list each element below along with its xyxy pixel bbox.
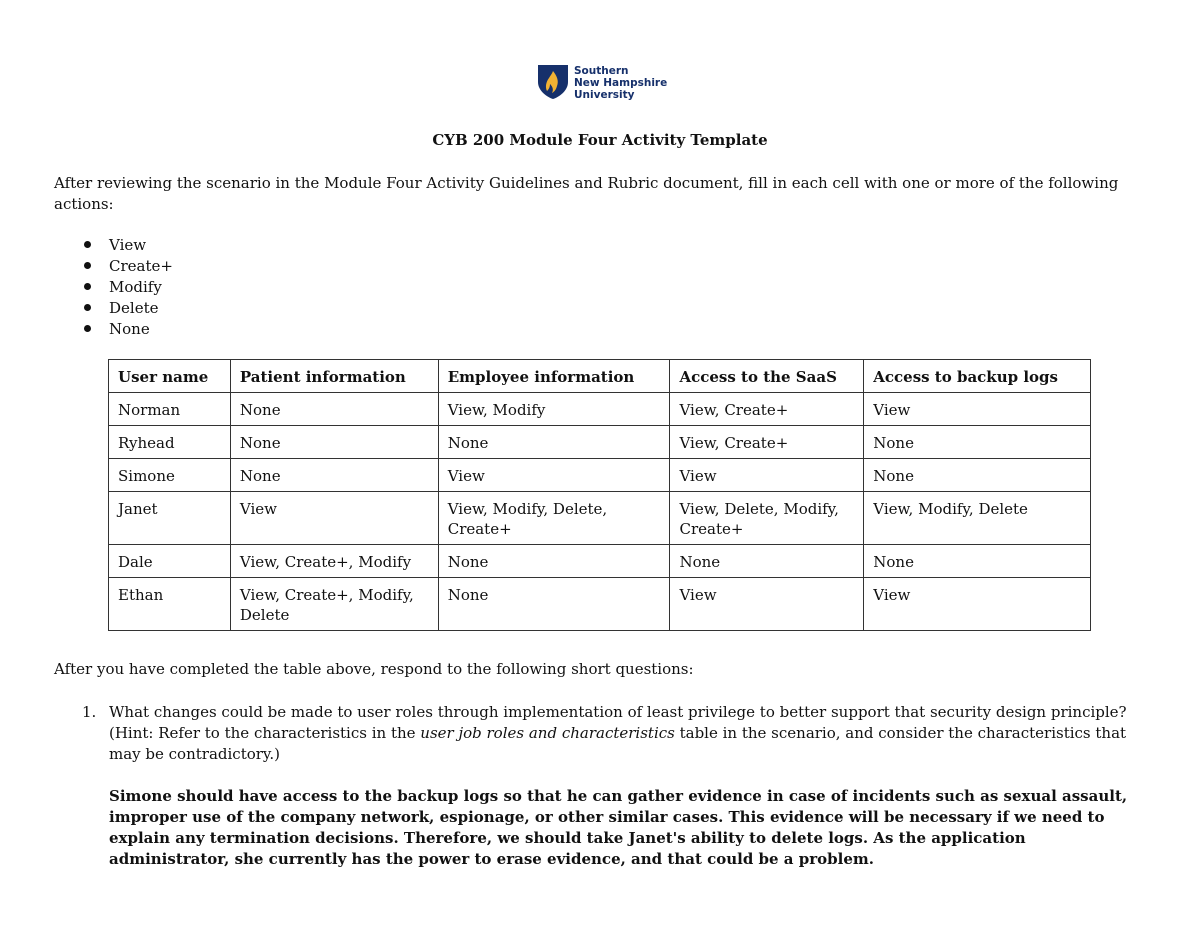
shield-flame-icon xyxy=(537,64,569,100)
university-logo xyxy=(537,64,677,106)
table-row xyxy=(109,393,1091,426)
bullet-icon xyxy=(84,241,91,248)
table-cell: Norman xyxy=(109,393,231,426)
question-1 xyxy=(54,702,1134,765)
table-cell: View xyxy=(864,393,1091,426)
column-header: User name xyxy=(109,360,231,393)
table-cell: None xyxy=(438,426,670,459)
question-number: 1. xyxy=(82,703,97,721)
intro-paragraph: After reviewing the scenario in the Module Four Activity Guidelines and Rubric document, fill in each cell with one or more of the following actions: xyxy=(54,174,1119,213)
list-item xyxy=(54,319,173,340)
after-table-instructions: After you have completed the table above, respond to the following short questions: xyxy=(54,660,694,678)
action-label: Delete xyxy=(109,299,159,317)
column-header: Access to the SaaS xyxy=(670,360,864,393)
table-cell: None xyxy=(864,459,1091,492)
question-text-before: What changes could be made to user roles through implementation of least privilege to better support that security design principle? (Hint: Refer to the characteristics in the xyxy=(109,703,1127,742)
list-item xyxy=(54,277,173,298)
table-cell: View xyxy=(230,492,438,545)
column-header: Access to backup logs xyxy=(864,360,1091,393)
question-text xyxy=(109,702,1134,765)
table-cell: None xyxy=(230,459,438,492)
table-cell: View, Create+ xyxy=(670,426,864,459)
list-item xyxy=(54,235,173,256)
table-cell: Simone xyxy=(109,459,231,492)
list-item xyxy=(54,256,173,277)
bullet-icon xyxy=(84,262,91,269)
table-cell: None xyxy=(864,545,1091,578)
bullet-icon xyxy=(84,325,91,332)
permissions-table xyxy=(108,359,1091,631)
table-cell: Ryhead xyxy=(109,426,231,459)
table-cell: View, Modify, Delete xyxy=(864,492,1091,545)
bullet-icon xyxy=(84,304,91,311)
actions-list xyxy=(54,235,173,340)
table-cell: View, Create+, Modify xyxy=(230,545,438,578)
logo-line-1: Southern xyxy=(574,65,629,77)
bullet-icon xyxy=(84,283,91,290)
action-label: None xyxy=(109,320,150,338)
table-cell: None xyxy=(864,426,1091,459)
table-cell: Janet xyxy=(109,492,231,545)
answer-1: Simone should have access to the backup logs so that he can gather evidence in case of incidents such as sexual assault, improper use of the company network, espionage, or other similar cases. This evidence will be necessary if we need to explain any termination decisions. Therefore, we should take Janet's ability to delete logs. As the application administrator, she currently has the power to erase evidence, and that could be a problem. xyxy=(109,787,1128,868)
table-row xyxy=(109,426,1091,459)
column-header: Patient information xyxy=(230,360,438,393)
table-row xyxy=(109,578,1091,631)
table-cell: View, Delete, Modify, Create+ xyxy=(670,492,864,545)
table-cell: None xyxy=(230,426,438,459)
logo-wordmark xyxy=(574,65,667,101)
list-item xyxy=(54,298,173,319)
table-cell: None xyxy=(438,578,670,631)
table-row xyxy=(109,459,1091,492)
action-label: Create+ xyxy=(109,257,173,275)
table-cell: View xyxy=(438,459,670,492)
logo-line-3: University xyxy=(574,89,635,101)
table-row xyxy=(109,492,1091,545)
table-cell: None xyxy=(670,545,864,578)
table-row xyxy=(109,545,1091,578)
action-label: View xyxy=(109,236,147,254)
table-cell: Dale xyxy=(109,545,231,578)
question-text-italic: user job roles and characteristics xyxy=(420,724,675,742)
question-text-after: table in the scenario, and consider the characteristics that may be contradictory.) xyxy=(109,724,1127,763)
table-cell: View, Create+, Modify, Delete xyxy=(230,578,438,631)
table-cell: None xyxy=(438,545,670,578)
table-header-row xyxy=(109,360,1091,393)
action-label: Modify xyxy=(109,278,162,296)
table-cell: View xyxy=(670,459,864,492)
logo-line-2: New Hampshire xyxy=(574,77,668,89)
column-header: Employee information xyxy=(438,360,670,393)
table-cell: View xyxy=(670,578,864,631)
document-title: CYB 200 Module Four Activity Template xyxy=(432,131,768,149)
table-cell: None xyxy=(230,393,438,426)
table-cell: View, Modify, Delete, Create+ xyxy=(438,492,670,545)
table-cell: Ethan xyxy=(109,578,231,631)
table-cell: View, Create+ xyxy=(670,393,864,426)
table-cell: View xyxy=(864,578,1091,631)
table-cell: View, Modify xyxy=(438,393,670,426)
